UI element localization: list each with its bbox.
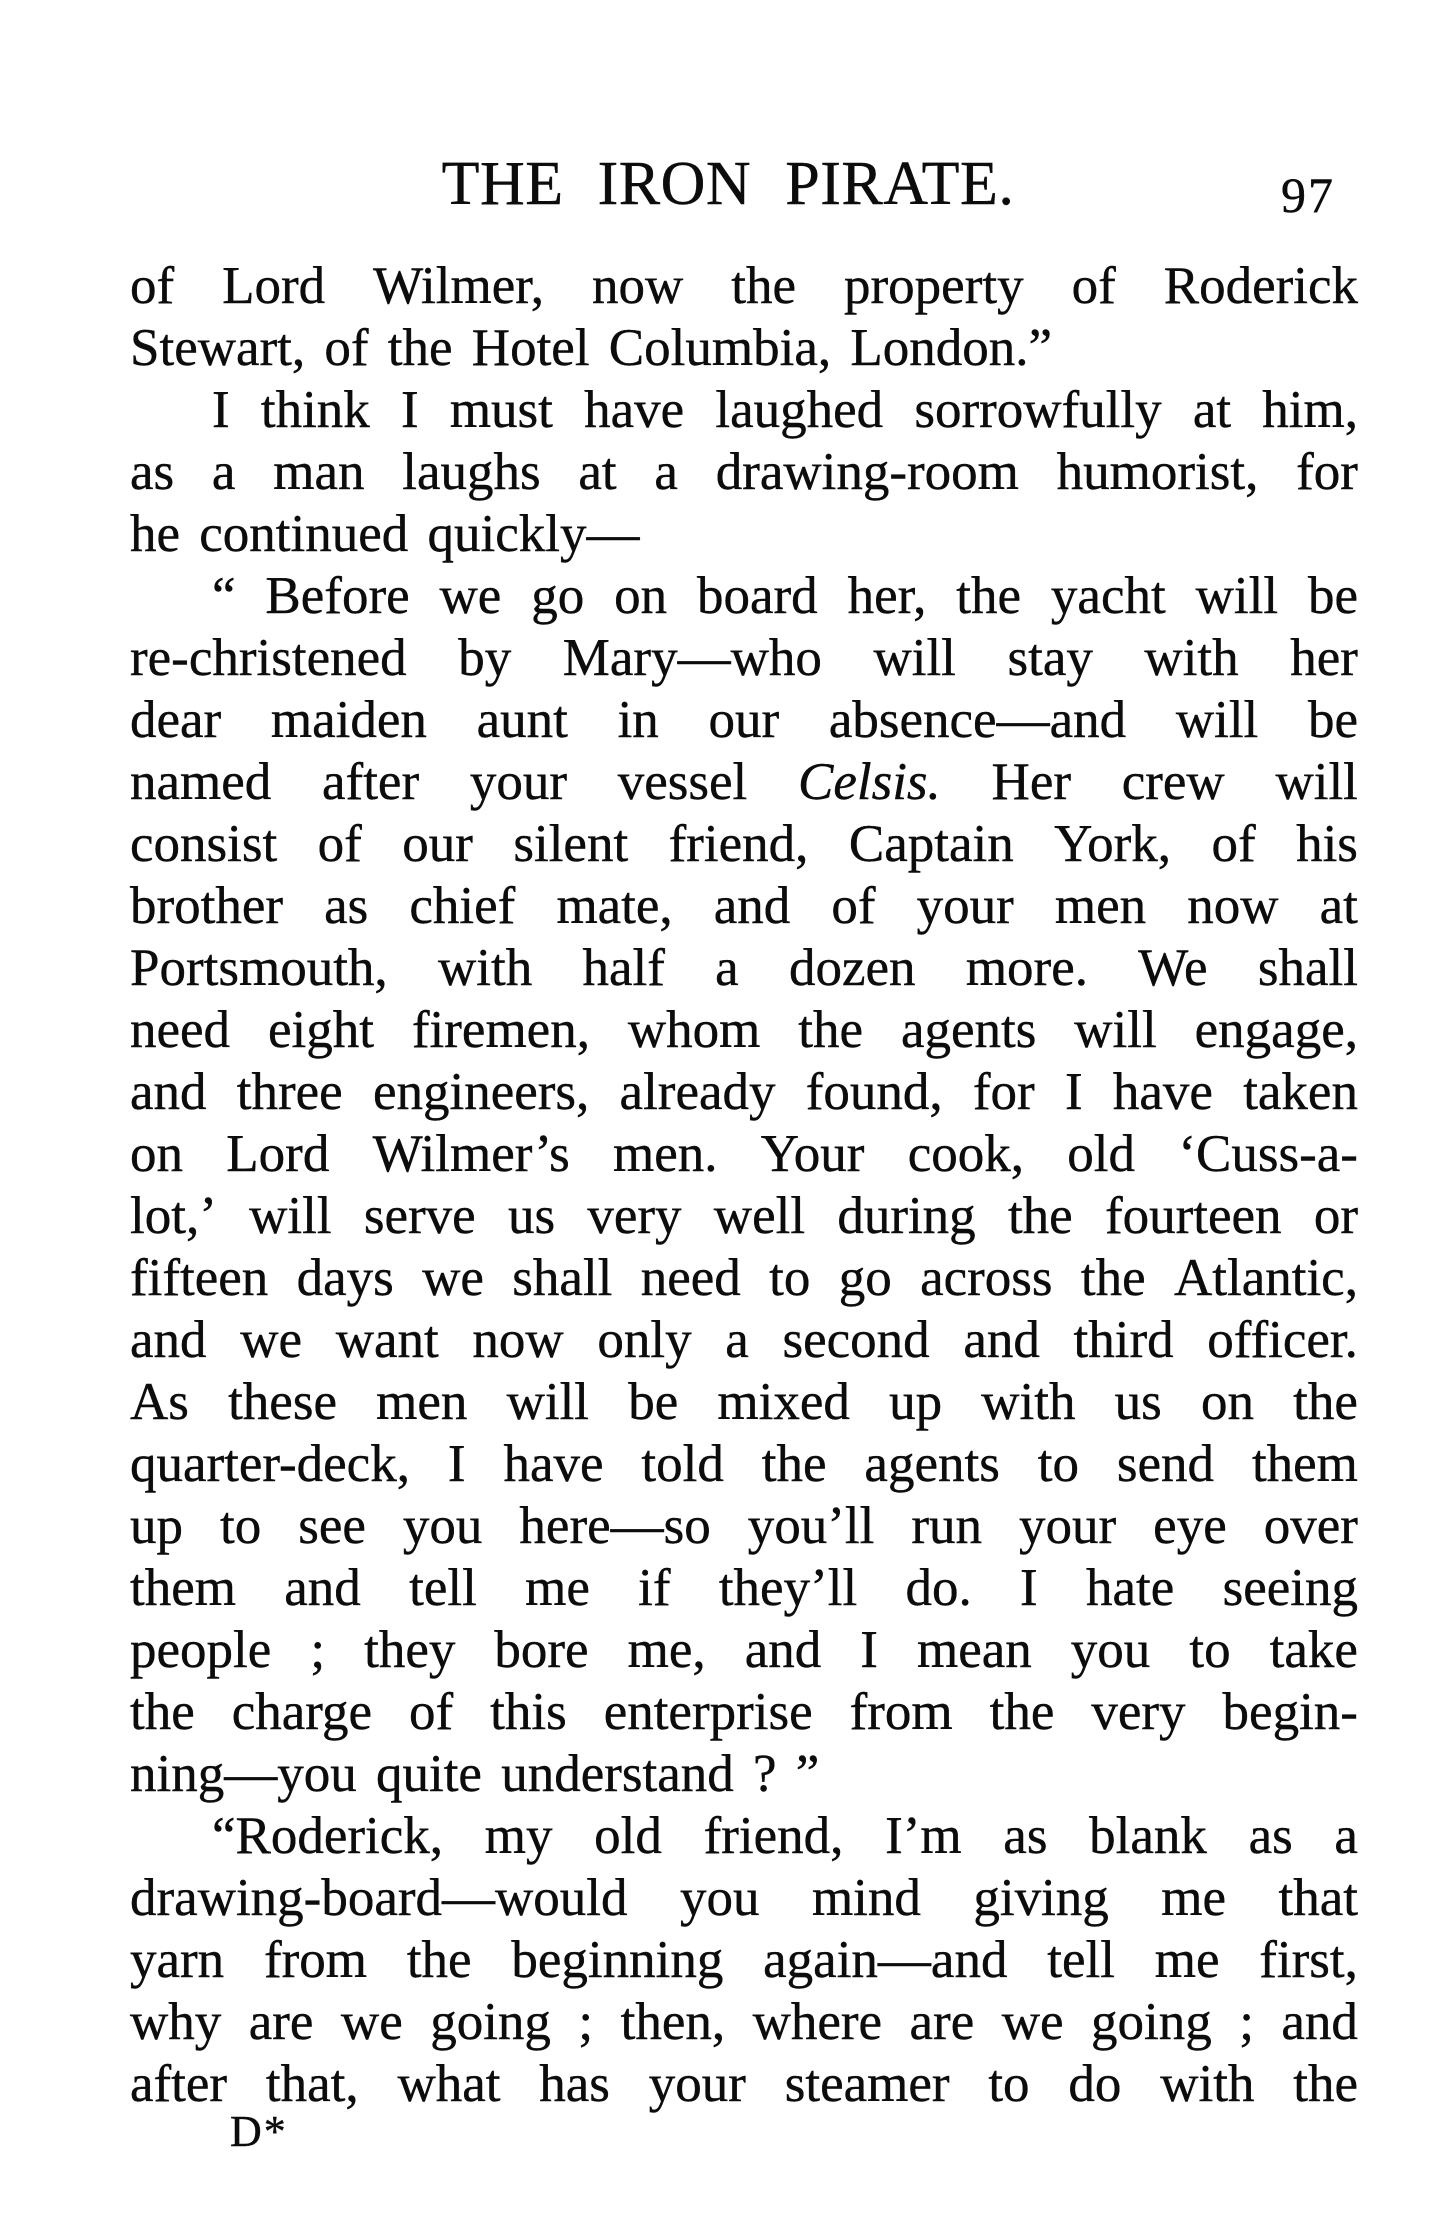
word: laughs <box>402 443 541 501</box>
text-line <box>130 1309 1358 1371</box>
word: drawing-board—would <box>130 1869 628 1927</box>
word: a <box>1334 1807 1358 1865</box>
word: seeing <box>1222 1559 1358 1617</box>
word: and <box>744 1621 822 1679</box>
word: stay <box>1007 629 1093 687</box>
word: as <box>130 443 175 501</box>
word: the <box>761 1435 827 1493</box>
word: a <box>715 939 739 997</box>
word: We <box>1138 939 1208 997</box>
word: named <box>130 753 272 811</box>
word: Captain <box>848 815 1014 873</box>
word: you <box>402 1497 483 1555</box>
word: Wilmer’s <box>372 1125 570 1183</box>
text-line <box>130 379 1358 441</box>
word: fifteen <box>130 1249 269 1307</box>
word: we <box>340 1993 403 2051</box>
word: charge <box>231 1683 372 1741</box>
word: beginning <box>511 1931 724 1989</box>
word: as <box>1248 1807 1293 1865</box>
word: are <box>909 1993 975 2051</box>
word: us <box>1114 1373 1162 1431</box>
text-line: he continued quickly— <box>130 505 640 563</box>
text-line <box>130 1619 1358 1681</box>
word: him, <box>1262 381 1358 439</box>
word: dear <box>130 691 222 749</box>
text-line <box>130 255 1358 317</box>
word: now <box>472 1311 564 1369</box>
word: they <box>364 1621 456 1679</box>
text-line <box>130 627 1358 689</box>
word: want <box>335 1311 439 1369</box>
word: board <box>697 567 818 625</box>
word: me, <box>627 1621 706 1679</box>
word: you <box>1070 1621 1151 1679</box>
word: yacht <box>1050 567 1166 625</box>
word: where <box>752 1993 883 2051</box>
word: your <box>648 2055 746 2113</box>
word: men <box>376 1373 468 1431</box>
word: a <box>654 443 678 501</box>
word: from <box>263 1931 368 1989</box>
word: after <box>130 2055 228 2113</box>
word: ‘Cuss-a- <box>1178 1125 1358 1183</box>
word: the <box>798 1001 864 1059</box>
word: our <box>402 815 473 873</box>
word: them <box>1251 1435 1358 1493</box>
text-line <box>130 1185 1358 1247</box>
text-line <box>130 1433 1358 1495</box>
text-line <box>130 1557 1358 1619</box>
word: crew <box>1121 753 1225 811</box>
word: that <box>1278 1869 1358 1927</box>
word: absence—and <box>828 691 1127 749</box>
word: I <box>447 1435 466 1493</box>
word: ; <box>578 1993 594 2051</box>
word: I’m <box>885 1807 962 1865</box>
word: humorist, <box>1056 443 1259 501</box>
word: be <box>1307 691 1358 749</box>
word: you’ll <box>747 1497 875 1555</box>
word: by <box>458 629 512 687</box>
word: send <box>1116 1435 1215 1493</box>
word: second <box>782 1311 930 1369</box>
word: tell <box>1047 1931 1115 1989</box>
word: As <box>130 1373 189 1431</box>
word: told <box>641 1435 724 1493</box>
word: me <box>525 1559 590 1617</box>
word: with <box>1144 629 1239 687</box>
word: take <box>1269 1621 1358 1679</box>
word: only <box>597 1311 692 1369</box>
word: steamer <box>784 2055 950 2113</box>
word: chief <box>409 877 516 935</box>
word: cook, <box>907 1125 1024 1183</box>
word: begin- <box>1222 1683 1358 1741</box>
word: Lord <box>226 1125 330 1183</box>
word: Atlantic, <box>1173 1249 1358 1307</box>
word: need <box>130 1001 231 1059</box>
word: be <box>628 1373 679 1431</box>
word: to <box>1189 1621 1231 1679</box>
word: after <box>322 753 420 811</box>
word: property <box>844 257 1024 315</box>
word: they’ll <box>718 1559 858 1617</box>
word: at <box>1192 381 1232 439</box>
word: and <box>1281 1993 1358 2051</box>
word: to <box>220 1497 262 1555</box>
word: of <box>317 815 362 873</box>
word: of <box>1211 815 1256 873</box>
text-line <box>130 689 1358 751</box>
word: your <box>916 877 1014 935</box>
word: found, <box>805 1063 943 1121</box>
text-line <box>130 1061 1358 1123</box>
word: will <box>1275 753 1358 811</box>
word: do <box>1068 2055 1122 2113</box>
word: a <box>725 1311 749 1369</box>
paragraph <box>130 255 1358 379</box>
word: at <box>578 443 617 501</box>
word: you <box>679 1869 760 1927</box>
word: silent <box>513 815 629 873</box>
word: the <box>130 1683 195 1741</box>
word: will <box>506 1373 590 1431</box>
word: engage, <box>1194 1001 1358 1059</box>
word: if <box>638 1559 671 1617</box>
text-line <box>130 1867 1358 1929</box>
word: lot,’ <box>130 1187 217 1245</box>
word: men. <box>613 1125 718 1183</box>
word: very <box>1091 1683 1186 1741</box>
word: has <box>539 2055 610 2113</box>
word: brother <box>130 877 284 935</box>
text-line: ning—you quite understand ? ” <box>130 1745 820 1803</box>
word: will <box>873 629 956 687</box>
word: or <box>1313 1187 1358 1245</box>
text-line <box>130 565 1358 627</box>
word: the <box>1293 1373 1358 1431</box>
word: with <box>1160 2055 1255 2113</box>
word: “Roderick, <box>212 1807 444 1865</box>
word: laughed <box>715 381 884 439</box>
word: my <box>484 1807 553 1865</box>
word: the <box>1293 2055 1358 2113</box>
text-line <box>130 875 1358 937</box>
word: days <box>296 1249 394 1307</box>
word: your <box>469 753 567 811</box>
word: the <box>989 1683 1055 1741</box>
text-line <box>130 441 1358 503</box>
word: will <box>1074 1001 1157 1059</box>
word: to <box>988 2055 1030 2113</box>
word: see <box>298 1497 366 1555</box>
word: need <box>640 1249 741 1307</box>
word: I <box>212 381 230 439</box>
text-line <box>130 1681 1358 1743</box>
word: aunt <box>476 691 568 749</box>
word: must <box>449 381 553 439</box>
paragraph <box>130 565 1358 1805</box>
word: me <box>1154 1931 1220 1989</box>
word: Portsmouth, <box>130 939 388 997</box>
word: we <box>422 1249 484 1307</box>
word: have <box>503 1435 604 1493</box>
word: men <box>1054 877 1147 935</box>
word: well <box>713 1187 806 1245</box>
text-line <box>130 1805 1358 1867</box>
word: Roderick <box>1163 257 1358 315</box>
word: of <box>408 1683 454 1741</box>
word: her <box>1290 629 1358 687</box>
page-number: 97 <box>1281 167 1335 223</box>
word: of <box>1071 257 1116 315</box>
word: already <box>619 1063 776 1121</box>
word: go <box>531 567 585 625</box>
word: three <box>236 1063 343 1121</box>
text-line <box>130 1991 1358 2053</box>
word: her, <box>847 567 927 625</box>
word: Her <box>991 753 1071 811</box>
word: first, <box>1259 1931 1358 1989</box>
word: old <box>1067 1125 1136 1183</box>
word: friend, <box>703 1807 844 1865</box>
word: over <box>1263 1497 1358 1555</box>
text-line <box>130 2053 1358 2115</box>
word: from <box>849 1683 953 1741</box>
running-header <box>0 150 1456 223</box>
word: half <box>582 939 665 997</box>
word: we <box>1001 1993 1064 2051</box>
word: again—and <box>763 1931 1008 1989</box>
word: whom <box>627 1001 761 1059</box>
word: going <box>430 1993 551 2051</box>
body-text <box>130 255 1358 2115</box>
word: on <box>130 1125 183 1183</box>
word: of <box>831 877 876 935</box>
word: friend, <box>668 815 809 873</box>
word: mind <box>811 1869 921 1927</box>
word: why <box>130 1993 222 2051</box>
word: what <box>397 2055 501 2113</box>
word: eight <box>267 1001 374 1059</box>
word: this <box>490 1683 567 1741</box>
word: the <box>731 257 797 315</box>
text-line <box>130 937 1358 999</box>
word: and <box>963 1311 1040 1369</box>
word: I <box>1020 1559 1038 1617</box>
word: tell <box>409 1559 477 1617</box>
word: yarn <box>130 1931 225 1989</box>
word: the <box>1007 1187 1073 1245</box>
word: your <box>1019 1497 1117 1555</box>
word: have <box>584 381 685 439</box>
paragraph <box>130 379 1358 565</box>
word: re-christened <box>130 629 407 687</box>
word: and <box>713 877 791 935</box>
word: Lord <box>222 257 326 315</box>
word: will <box>1175 691 1259 749</box>
word: during <box>837 1187 976 1245</box>
word: shall <box>1257 939 1358 997</box>
text-line <box>130 1371 1358 1433</box>
word: now <box>1187 877 1279 935</box>
word: them <box>130 1559 236 1617</box>
word: mixed <box>717 1373 850 1431</box>
word: third <box>1073 1311 1174 1369</box>
word: in <box>617 691 659 749</box>
word: agents <box>864 1435 1000 1493</box>
word: of <box>130 257 175 315</box>
word: I <box>1064 1063 1083 1121</box>
word: taken <box>1243 1063 1358 1121</box>
text-line <box>130 1123 1358 1185</box>
word: York, <box>1054 815 1172 873</box>
word: maiden <box>270 691 427 749</box>
paragraph <box>130 1805 1358 2115</box>
word: for <box>972 1063 1035 1121</box>
word: to <box>769 1249 811 1307</box>
word: eye <box>1153 1497 1227 1555</box>
text-line <box>130 1247 1358 1309</box>
word: the <box>406 1931 472 1989</box>
word: on <box>614 567 668 625</box>
word: us <box>507 1187 556 1245</box>
word: with <box>981 1373 1076 1431</box>
word: go <box>838 1249 892 1307</box>
word: here—so <box>519 1497 711 1555</box>
word: as <box>1003 1807 1048 1865</box>
word: very <box>587 1187 682 1245</box>
word: consist <box>130 815 278 873</box>
word: we <box>240 1311 303 1369</box>
word: are <box>248 1993 314 2051</box>
word: more. <box>965 939 1088 997</box>
word: think <box>260 381 370 439</box>
word: the <box>1080 1249 1146 1307</box>
word: now <box>592 257 684 315</box>
word: sorrowfully <box>914 381 1162 439</box>
word: fourteen <box>1104 1187 1282 1245</box>
word: do. <box>905 1559 972 1617</box>
word: we <box>439 567 502 625</box>
word: then, <box>620 1993 726 2051</box>
word: and <box>130 1311 207 1369</box>
word: people <box>130 1621 272 1679</box>
text-line <box>130 999 1358 1061</box>
word: and <box>284 1559 361 1617</box>
word: Before <box>265 567 410 625</box>
word: quarter-deck, <box>130 1435 410 1493</box>
word: serve <box>363 1187 476 1245</box>
word: will <box>249 1187 332 1245</box>
word: old <box>594 1807 662 1865</box>
word: hate <box>1085 1559 1175 1617</box>
word: ; <box>310 1621 326 1679</box>
word: going <box>1090 1993 1212 2051</box>
text-line <box>130 1495 1358 1557</box>
word: up <box>130 1497 183 1555</box>
word: these <box>228 1373 337 1431</box>
italic-word: Celsis. <box>797 753 941 811</box>
word: I <box>860 1621 878 1679</box>
word: Your <box>760 1125 865 1183</box>
signature-mark: D* <box>230 2107 288 2156</box>
word: ; <box>1239 1993 1254 2051</box>
word: giving <box>973 1869 1109 1927</box>
word: up <box>889 1373 943 1431</box>
word: run <box>911 1497 983 1555</box>
word: to <box>1037 1435 1079 1493</box>
word: “ <box>212 567 236 625</box>
word: with <box>437 939 533 997</box>
word: mean <box>916 1621 1032 1679</box>
word: be <box>1307 567 1358 625</box>
word: will <box>1195 567 1279 625</box>
text-line <box>130 813 1358 875</box>
word: at <box>1319 877 1358 935</box>
word: Mary—who <box>562 629 822 687</box>
word: shall <box>512 1249 613 1307</box>
word: Wilmer, <box>373 257 545 315</box>
word: bore <box>494 1621 589 1679</box>
word: that, <box>265 2055 359 2113</box>
word: I <box>400 381 419 439</box>
word: the <box>956 567 1022 625</box>
word: vessel <box>617 753 748 811</box>
word: his <box>1296 815 1358 873</box>
word: blank <box>1089 1807 1207 1865</box>
word: across <box>920 1249 1053 1307</box>
word: enterprise <box>603 1683 813 1741</box>
word: dozen <box>788 939 916 997</box>
word: and <box>130 1063 207 1121</box>
text-line: Stewart, of the Hotel Columbia, London.” <box>130 319 1052 377</box>
word: for <box>1296 443 1358 501</box>
word: as <box>324 877 369 935</box>
word: our <box>708 691 780 749</box>
word: a <box>211 443 236 501</box>
word: firemen, <box>411 1001 590 1059</box>
text-line <box>130 751 1358 813</box>
page-title: THE IRON PIRATE. <box>441 150 1015 218</box>
word: man <box>273 443 365 501</box>
word: engineers, <box>372 1063 590 1121</box>
text-line <box>130 1929 1358 1991</box>
word: me <box>1161 1869 1227 1927</box>
word: agents <box>900 1001 1037 1059</box>
word: drawing-room <box>715 443 1019 501</box>
word: mate, <box>556 877 673 935</box>
word: officer. <box>1207 1311 1358 1369</box>
word: on <box>1200 1373 1254 1431</box>
word: have <box>1112 1063 1213 1121</box>
